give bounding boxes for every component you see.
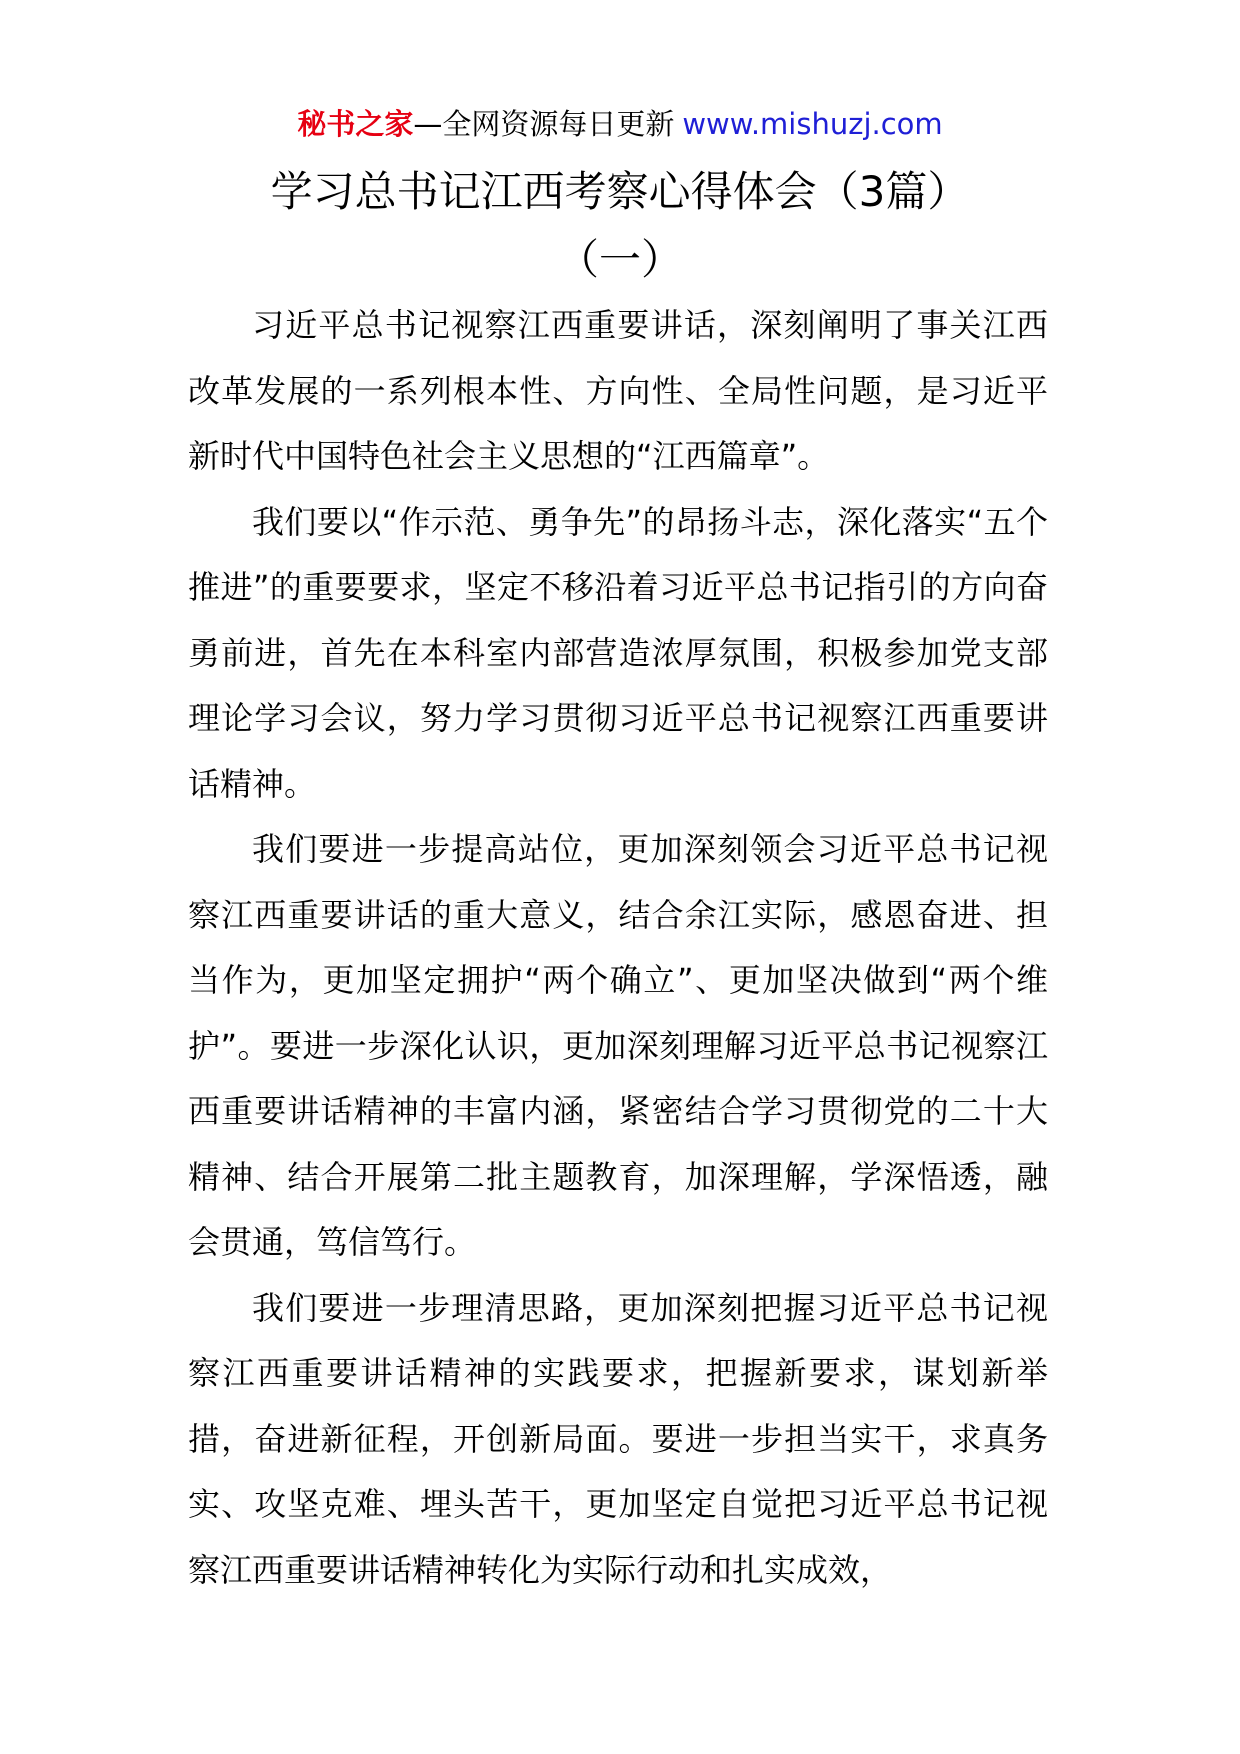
- site-brand: 秘书之家: [297, 107, 414, 141]
- site-header: [0, 104, 1240, 144]
- site-url-link[interactable]: www.mishuzj.com: [682, 107, 943, 141]
- paragraph: 我们要以“作示范、勇争先”的昂扬斗志，深化落实“五个推进”的重要要求，坚定不移沿着习近平总书记指引的方向奋勇前进，首先在本科室内部营造浓厚氛围，积极参加党支部理论学习会议，努力学习贯彻习近平总书记视察江西重要讲话精神。: [188, 502, 1048, 803]
- section-heading: （一）: [556, 235, 683, 284]
- document-body: [188, 293, 1048, 1603]
- document-title: 学习总书记江西考察心得体会（3篇）: [270, 167, 970, 216]
- paragraph: 我们要进一步提高站位，更加深刻领会习近平总书记视察江西重要讲话的重大意义，结合余江实际，感恩奋进、担当作为，更加坚定拥护“两个确立”、更加坚决做到“两个维护”。要进一步深化认识，更加深刻理解习近平总书记视察江西重要讲话精神的丰富内涵，紧密结合学习贯彻党的二十大精神、结合开展第二批主题教育，加深理解，学深悟透，融会贯通，笃信笃行。: [188, 830, 1048, 1261]
- site-tagline: —全网资源每日更新: [413, 107, 675, 141]
- paragraph: 我们要进一步理清思路，更加深刻把握习近平总书记视察江西重要讲话精神的实践要求，把握新要求，谋划新举措，奋进新征程，开创新局面。要进一步担当实干，求真务实、攻坚克难、埋头苦干，更加坚定自觉把习近平总书记视察江西重要讲话精神转化为实际行动和扎实成效，: [188, 1288, 1048, 1589]
- paragraph: 习近平总书记视察江西重要讲话，深刻阐明了事关江西改革发展的一系列根本性、方向性、全局性问题，是习近平新时代中国特色社会主义思想的“江西篇章”。: [188, 306, 1048, 475]
